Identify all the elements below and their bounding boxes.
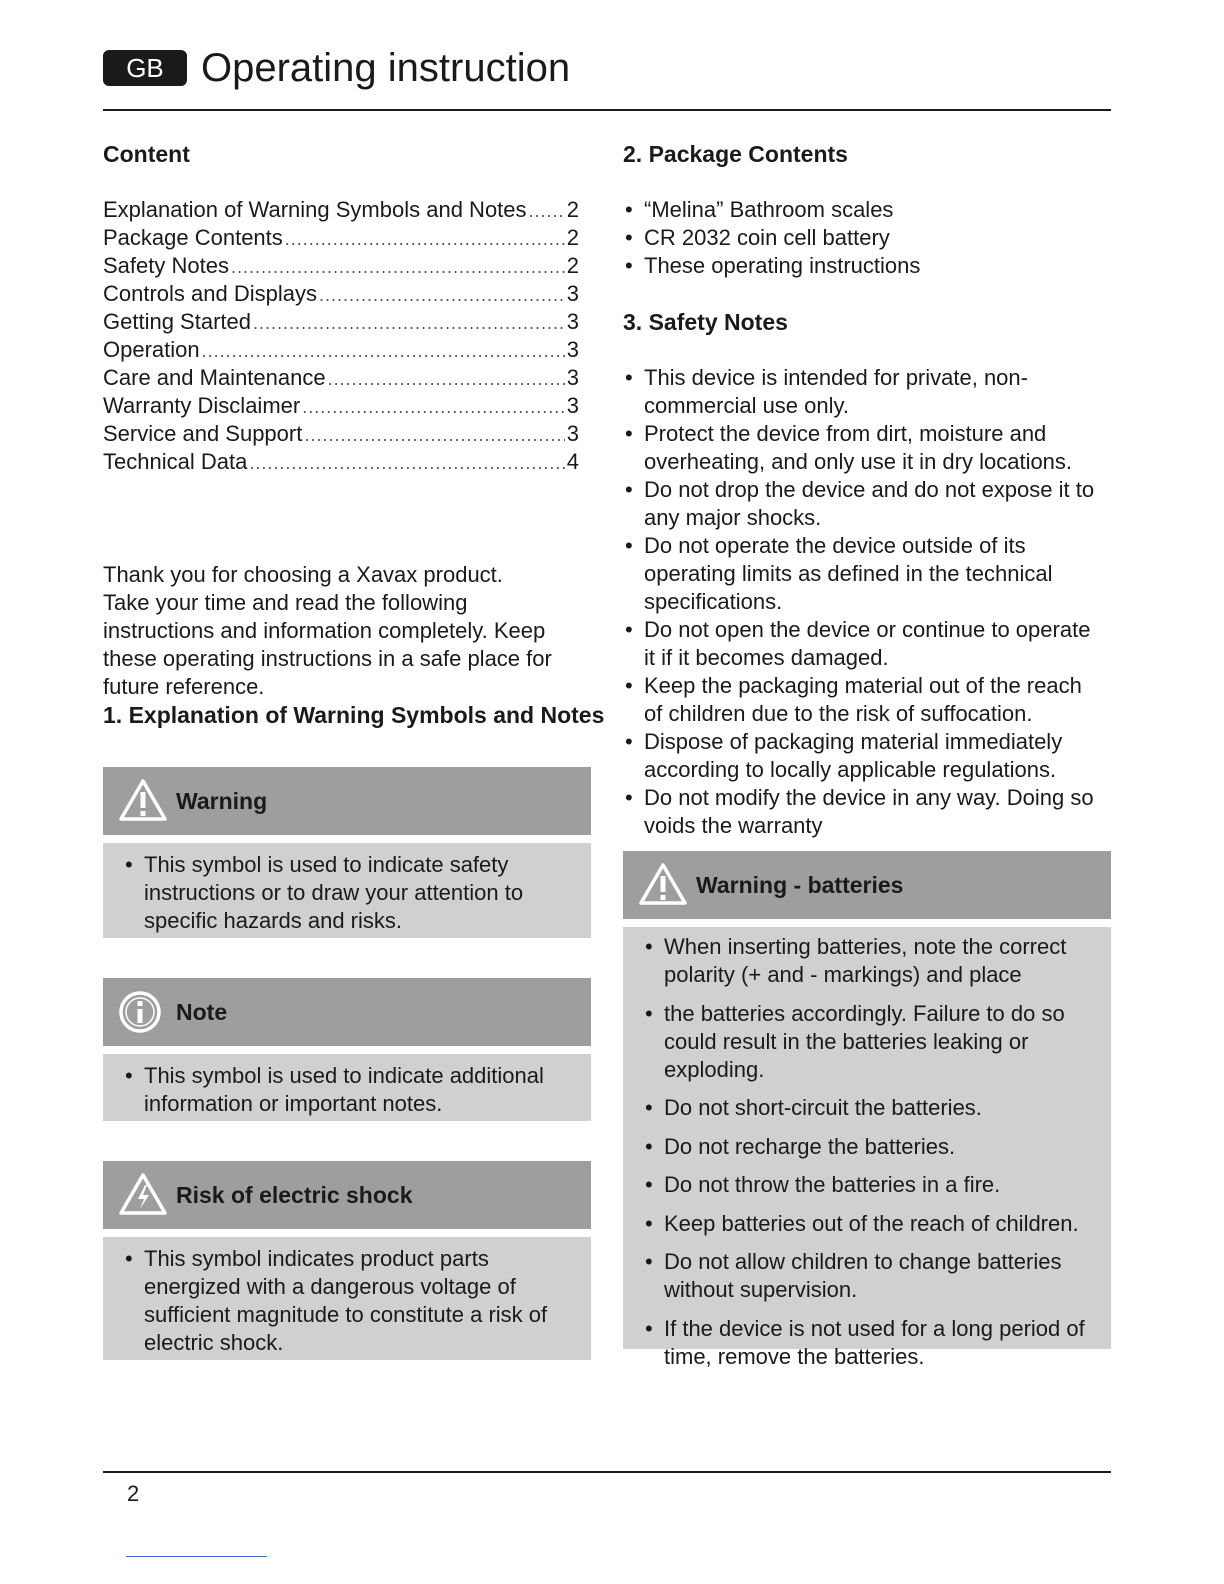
toc-entry[interactable]: Explanation of Warning Symbols and Notes ..... 2	[103, 196, 579, 224]
list-item: • Do not throw the batteries in a fire.	[643, 1171, 1091, 1199]
note-header	[103, 978, 591, 1046]
note-list	[123, 1062, 571, 1118]
list-item: • Keep batteries out of the reach of children.	[643, 1210, 1091, 1238]
batteries-warning-body	[623, 927, 1111, 1369]
page-header	[103, 44, 1111, 92]
list-item: • This symbol indicates product parts energized with a dangerous voltage of sufficient magnitude to constitute a risk of electric shock.	[123, 1245, 571, 1357]
list-item: • Protect the device from dirt, moisture and overheating, and only use it in dry locations.	[623, 420, 1103, 476]
list-item: • If the device is not used for a long period of time, remove the batteries.	[643, 1315, 1091, 1371]
warning-title: Warning	[176, 788, 268, 814]
shock-list	[123, 1245, 571, 1357]
warning-list	[123, 851, 571, 935]
footer-divider	[103, 1471, 1111, 1473]
list-item: • Do not short-circuit the batteries.	[643, 1094, 1091, 1122]
list-item: • Do not modify the device in any way. Doing so voids the warranty	[623, 784, 1103, 840]
page-number: 2	[127, 1481, 140, 1506]
note-title: Note	[176, 999, 228, 1025]
list-item: • Do not open the device or continue to operate it if it becomes damaged.	[623, 616, 1103, 672]
intro-thanks: Thank you for choosing a Xavax product.	[103, 562, 503, 587]
section3-heading: 3. Safety Notes	[623, 309, 788, 335]
list-item: • Keep the packaging material out of the reach of children due to the risk of suffocation.	[623, 672, 1103, 728]
list-item: • Do not recharge the batteries.	[643, 1133, 1091, 1161]
footer-link-underline	[126, 1556, 267, 1557]
list-item: • CR 2032 coin cell battery	[623, 224, 1111, 252]
warning-body	[103, 843, 591, 938]
toc-entry[interactable]: Safety Notes ..... 2	[103, 252, 579, 280]
list-item: • These operating instructions	[623, 252, 1111, 280]
list-item: • Dispose of packaging material immediately according to locally applicable regulations.	[623, 728, 1103, 784]
toc-entry[interactable]: Package Contents ..... 2	[103, 224, 579, 252]
shock-header	[103, 1161, 591, 1229]
warning-header	[103, 767, 591, 835]
batteries-warning-header	[623, 851, 1111, 919]
toc-entry[interactable]: Service and Support ..... 3	[103, 420, 579, 448]
list-item: • “Melina” Bathroom scales	[623, 196, 1111, 224]
toc-entry[interactable]: Getting Started ..... 3	[103, 308, 579, 336]
toc-entry[interactable]: Care and Maintenance ..... 3	[103, 364, 579, 392]
package-contents-list	[623, 196, 1111, 280]
batteries-warning-title: Warning - batteries	[696, 872, 904, 898]
list-item: • Do not operate the device outside of its operating limits as defined in the technical specifications.	[623, 532, 1103, 616]
list-item: • This symbol is used to indicate safety instructions or to draw your attention to specific hazards and risks.	[123, 851, 571, 935]
list-item: • the batteries accordingly. Failure to do so could result in the batteries leaking or exploding.	[643, 1000, 1091, 1084]
list-item: • This device is intended for private, non-commercial use only.	[623, 364, 1103, 420]
electric-shock-icon	[118, 1172, 168, 1216]
list-item: • This symbol is used to indicate additional information or important notes.	[123, 1062, 571, 1118]
toc-entry[interactable]: Warranty Disclaimer ..... 3	[103, 392, 579, 420]
header-divider	[103, 109, 1111, 111]
intro-paragraph: Take your time and read the following instructions and information completely. Keep these operating instructions in a safe place for future reference.	[103, 590, 552, 699]
toc-entry[interactable]: Operation ..... 3	[103, 336, 579, 364]
safety-notes-list	[623, 364, 1103, 840]
page-title: Operating instruction	[201, 46, 571, 90]
note-body	[103, 1054, 591, 1121]
shock-body	[103, 1237, 591, 1360]
table-of-contents	[103, 196, 579, 476]
list-item: • Do not allow children to change batteries without supervision.	[643, 1248, 1091, 1304]
list-item: • When inserting batteries, note the correct polarity (+ and - markings) and place	[643, 933, 1091, 989]
list-item: • Do not drop the device and do not expose it to any major shocks.	[623, 476, 1103, 532]
toc-entry[interactable]: Controls and Displays ..... 3	[103, 280, 579, 308]
section1-heading: 1. Explanation of Warning Symbols and Notes	[103, 702, 605, 728]
toc-entry[interactable]: Technical Data ..... 4	[103, 448, 579, 476]
info-icon	[118, 990, 162, 1034]
section2-heading: 2. Package Contents	[623, 141, 848, 167]
toc-heading: Content	[103, 141, 190, 167]
language-badge: GB	[103, 50, 187, 86]
warning-triangle-icon	[638, 862, 688, 906]
batteries-list	[643, 933, 1091, 1371]
warning-triangle-icon	[118, 778, 168, 822]
shock-title: Risk of electric shock	[176, 1182, 413, 1208]
